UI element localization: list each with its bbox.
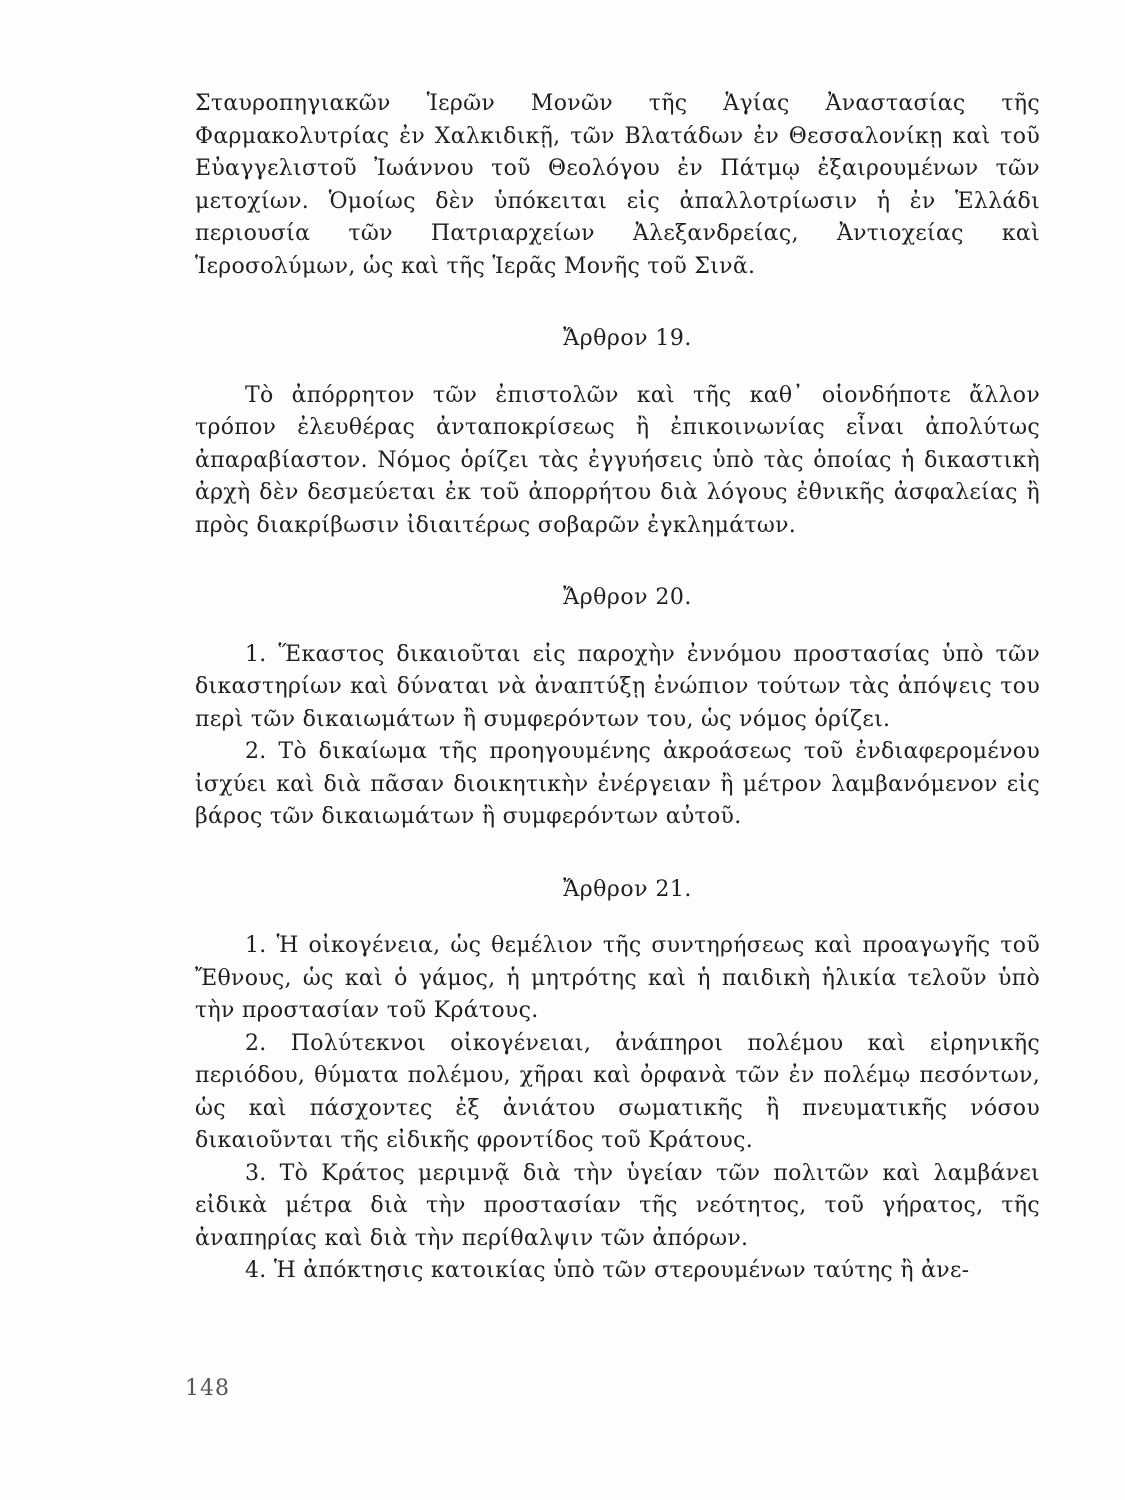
continuation-paragraph: Σταυροπηγιακῶν Ἱερῶν Μονῶν τῆς Ἁγίας Ἀναστασίας τῆς Φαρμακολυτρίας ἐν Χαλκιδικῇ, τῶν Βλατάδων ἐν Θεσσαλονίκῃ καὶ τοῦ Εὐαγγελιστοῦ Ἰωάννου τοῦ Θεολόγου ἐν Πάτμῳ ἐξαιρουμένων τῶν μετοχίων. Ὁμοίως δὲν ὑπόκειται εἰς ἀπαλλοτρίωσιν ἡ ἐν Ἑλλάδι περιουσία τῶν Πατριαρχείων Ἀλεξανδρείας, Ἀντιοχείας καὶ Ἱεροσολύμων, ὡς καὶ τῆς Ἱερᾶς Μονῆς τοῦ Σινᾶ. xyxy=(195,91,1040,279)
page-text-block xyxy=(195,88,1040,1288)
page-number: 148 xyxy=(185,1376,230,1401)
article-20-paragraph-2: 2. Τὸ δικαίωμα τῆς προηγουμένης ἀκροάσεως τοῦ ἐνδιαφερομένου ἰσχύει καὶ διὰ πᾶσαν διοικητικὴν ἐνέργειαν ἢ μέτρον λαμβανόμενον εἰς βάρος τῶν δικαιωμάτων ἢ συμφερόντων αὐτοῦ. xyxy=(195,739,1040,829)
article-21-paragraph-4: 4. Ἡ ἀπόκτησις κατοικίας ὑπὸ τῶν στερουμένων ταύτης ἢ ἀνε- xyxy=(245,1258,970,1283)
article-21-paragraph-2: 2. Πολύτεκνοι οἰκογένειαι, ἀνάπηροι πολέμου καὶ εἰρηνικῆς περιόδου, θύματα πολέμου, χῆραι καὶ ὀρφανὰ τῶν ἐν πολέμῳ πεσόντων, ὡς καὶ πάσχοντες ἐξ ἀνιάτου σωματικῆς ἢ πνευματικῆς νόσου δικαιοῦνται τῆς εἰδικῆς φροντίδος τοῦ Κράτους. xyxy=(195,1030,1040,1153)
article-19-heading: Ἄρθρον 19. xyxy=(563,326,692,351)
article-20-paragraph-1: 1. Ἕκαστος δικαιοῦται εἰς παροχὴν ἐννόμου προστασίας ὑπὸ τῶν δικαστηρίων καὶ δύναται νὰ ἀναπτύξῃ ἐνώπιον τούτων τὰς ἀπόψεις του περὶ τῶν δικαιωμάτων ἢ συμφερόντων του, ὡς νόμος ὁρίζει. xyxy=(195,641,1040,732)
article-21-paragraph-3: 3. Τὸ Κράτος μεριμνᾷ διὰ τὴν ὑγείαν τῶν πολιτῶν καὶ λαμβάνει εἰδικὰ μέτρα διὰ τὴν προστασίαν τῆς νεότητος, τοῦ γήρατος, τῆς ἀναπηρίας καὶ διὰ τὴν περίθαλψιν τῶν ἀπόρων. xyxy=(195,1160,1040,1251)
article-21-heading: Ἄρθρον 21. xyxy=(563,876,692,902)
spacer xyxy=(195,283,1040,323)
spacer xyxy=(195,542,1040,582)
article-21-paragraph-1: 1. Ἡ οἰκογένεια, ὡς θεμέλιον τῆς συντηρήσεως καὶ προαγωγῆς τοῦ Ἔθνους, ὡς καὶ ὁ γάμος, ἡ μητρότης καὶ ἡ παιδικὴ ἡλικία τελοῦν ὑπὸ τὴν προστασίαν τοῦ Κράτους. xyxy=(195,933,1040,1023)
spacer xyxy=(195,356,1040,380)
article-20-heading: Ἄρθρον 20. xyxy=(563,585,692,610)
spacer xyxy=(195,615,1040,639)
spacer xyxy=(195,834,1040,874)
spacer xyxy=(195,906,1040,930)
article-19-paragraph: Τὸ ἀπόρρητον τῶν ἐπιστολῶν καὶ τῆς καθ᾽ οἱονδήποτε ἄλλον τρόπον ἐλευθέρας ἀνταποκρίσεως ἢ ἐπικοινωνίας εἶναι ἀπολύτως ἀπαραβίαστον. Νόμος ὁρίζει τὰς ἐγγυήσεις ὑπὸ τὰς ὁποίας ἡ δικαστικὴ ἀρχὴ δὲν δεσμεύεται ἐκ τοῦ ἀπορρήτου διὰ λόγους ἐθνικῆς ἀσφαλείας ἢ πρὸς διακρίβωσιν ἰδιαιτέρως σοβαρῶν ἐγκλημάτων. xyxy=(195,382,1040,538)
